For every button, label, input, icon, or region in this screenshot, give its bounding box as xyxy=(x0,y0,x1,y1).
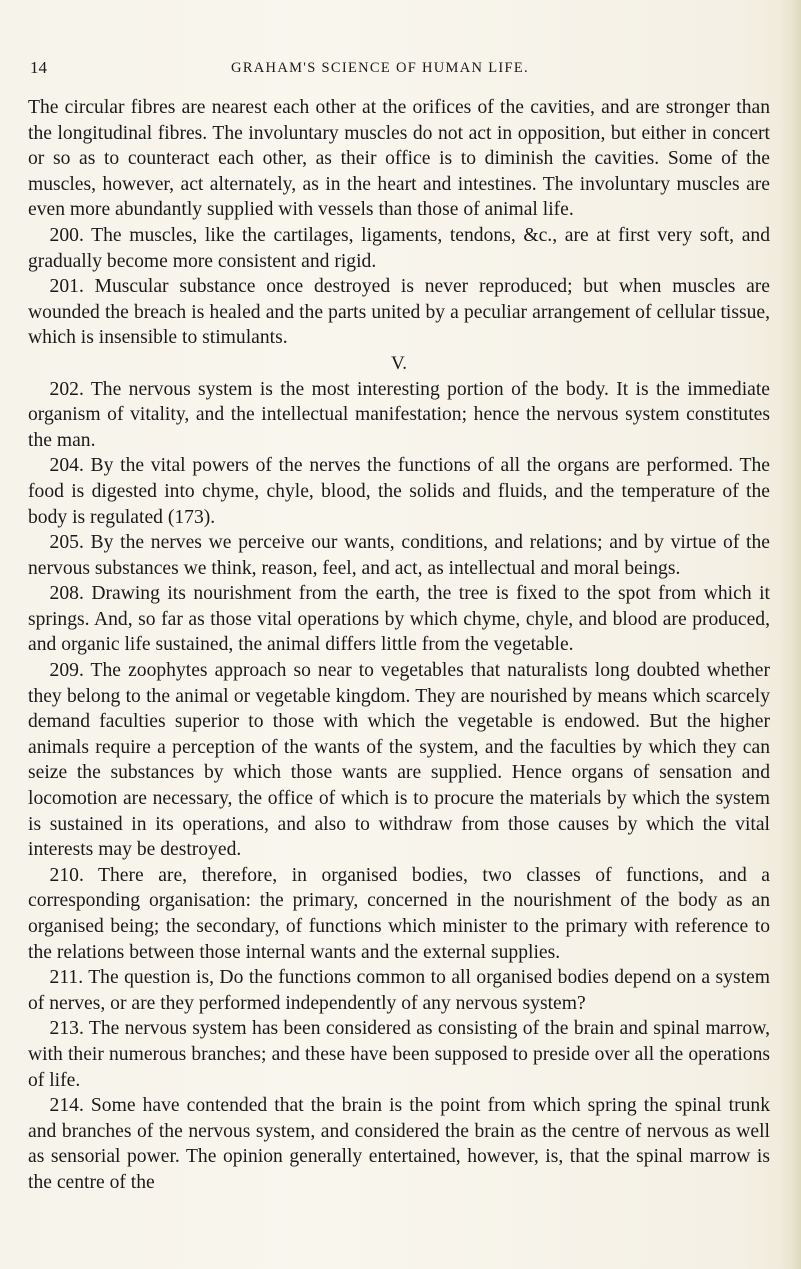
paragraph: 214. Some have contended that the brain is the point from which spring the spinal trunk and branches of the nervous system, and considered the brain as the centre of nervous as well as sensorial power. The opinion generally entertained, however, is, that the spinal marrow is the centre of the xyxy=(28,1095,770,1193)
paragraph: The circular fibres are nearest each other at the orifices of the cavities, and are stronger than the longitudinal fibres. The involuntary muscles do not act in opposition, but either in concert or so as to counteract each other, as their office is to diminish the cavities. Some of the muscles, however, act alternately, as in the heart and intestines. The involuntary muscles are even more abundantly supplied with vessels than those of animal life. xyxy=(28,97,770,221)
page-edge-shadow xyxy=(779,0,801,1269)
paragraph: 204. By the vital powers of the nerves the functions of all the organs are performed. The food is digested into chyme, chyle, blood, the solids and fluids, and the temperature of the body is regulated (173). xyxy=(28,455,770,528)
paragraph: 211. The question is, Do the functions common to all organised bodies depend on a system of nerves, or are they performed independently of any nervous system? xyxy=(28,967,770,1014)
section-numeral: V. xyxy=(390,352,408,374)
running-head xyxy=(30,58,730,82)
paragraph: 213. The nervous system has been considered as consisting of the brain and spinal marrow, with their numerous branches; and these have been supposed to preside over all the operations of life. xyxy=(28,1018,770,1091)
paragraph: 210. There are, therefore, in organised bodies, two classes of functions, and a corresponding organisation: the primary, concerned in the nourishment of the body as an organised being; the secondary, of functions which minister to the primary with reference to the relations between those internal wants and the external supplies. xyxy=(28,864,770,963)
body-text xyxy=(28,95,770,1196)
paragraph: 208. Drawing its nourishment from the earth, the tree is fixed to the spot from which it springs. And, so far as those vital operations by which chyme, chyle, and blood are produced, and organic life sustained, the animal differs little from the vegetable. xyxy=(28,583,770,656)
running-title: GRAHAM'S SCIENCE OF HUMAN LIFE. xyxy=(231,60,529,76)
page-number: 14 xyxy=(30,58,47,77)
paragraph: 200. The muscles, like the cartilages, ligaments, tendons, &c., are at first very soft, and gradually become more consistent and rigid. xyxy=(28,224,770,272)
paragraph: 209. The zoophytes approach so near to vegetables that naturalists long doubted whether they belong to the animal or vegetable kingdom. They are nourished by means which scarcely demand faculties superior to those with which the vegetable is endowed. But the higher animals require a perception of the wants of the system, and the faculties by which they can seize the substances by which those wants are supplied. Hence organs of sensation and locomotion are necessary, the office of which is to procure the materials by which the system is sustained in its operations, and also to withdraw from those causes by which the vital interests may be destroyed. xyxy=(28,660,770,861)
paragraph: 205. By the nerves we perceive our wants, conditions, and relations; and by virtue of the nervous substances we think, reason, feel, and act, as intellectual and moral beings. xyxy=(28,532,770,579)
paragraph: 202. The nervous system is the most interesting portion of the body. It is the immediate organism of vitality, and the intellectual manifestation; hence the nervous system constitutes the man. xyxy=(28,378,770,451)
paragraph: 201. Muscular substance once destroyed is never reproduced; but when muscles are wounded the breach is healed and the parts united by a peculiar arrangement of cellular tissue, which is insensible to stimulants. xyxy=(28,276,770,349)
